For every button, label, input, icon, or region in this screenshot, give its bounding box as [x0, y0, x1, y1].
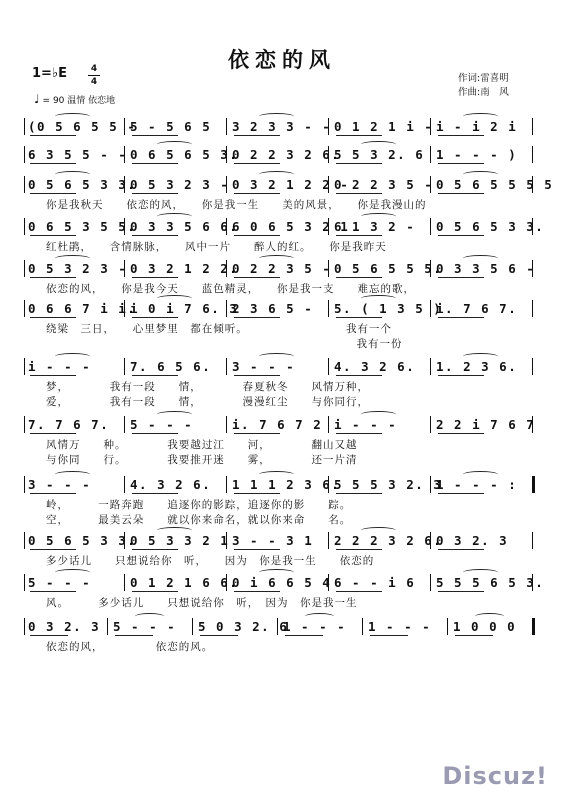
notation-row	[24, 416, 534, 434]
measure: 0 5 6 5 3 3.	[28, 177, 137, 192]
lyric-line: 与你同 行。 我要推开迷 雾， 还一片清	[46, 454, 358, 466]
beam-underline	[234, 375, 280, 376]
measure: 0 2 2 3 5 -	[232, 261, 332, 276]
measure: 0 6 5 6 5 3.	[130, 147, 239, 162]
measure: 5 5 5 3 2. 3	[334, 477, 443, 492]
barline	[226, 260, 227, 277]
measure: 1 - - - :	[436, 477, 518, 492]
notation-row	[24, 532, 534, 550]
barline	[447, 618, 448, 635]
measure: 1. 2 3 6.	[436, 359, 518, 374]
measure: 1 1 1 2 3 6.	[232, 477, 341, 492]
measure: 0 5 3 3 2 1	[130, 533, 230, 548]
song-title: 依恋的风	[228, 47, 336, 72]
tempo-marking	[34, 92, 115, 106]
measure: 5. ( 1 3 5 )	[334, 301, 443, 316]
quarter-note-icon: ♩	[34, 92, 40, 106]
time-signature-top: 4	[90, 64, 98, 74]
lyricist-credit: 作词:雷喜明	[458, 73, 509, 84]
time-signature	[88, 64, 100, 87]
beam-underline	[30, 635, 68, 636]
composer-credit: 作曲:南 风	[458, 87, 509, 98]
measure: 6 - - i 6	[334, 575, 416, 590]
barline	[430, 118, 431, 135]
barline	[328, 476, 329, 493]
measure: 2 3 6 5 -	[232, 301, 314, 316]
slur-arc	[361, 411, 397, 418]
measure: 3 2 3 3 - -	[232, 119, 332, 134]
barline	[124, 300, 125, 317]
beam-underline	[132, 493, 178, 494]
notation-row	[24, 476, 534, 494]
notation-row	[24, 218, 545, 236]
beam-underline	[234, 135, 280, 136]
beam-underline	[30, 317, 76, 318]
measure: 0 i 6 6 5 4	[232, 575, 332, 590]
slur-arc	[259, 471, 295, 478]
slur-arc	[135, 613, 165, 620]
measure: 1 - - - )	[436, 147, 518, 162]
beam-underline	[438, 317, 484, 318]
measure: 5 - - -	[113, 619, 177, 634]
measure: i - - -	[334, 417, 398, 432]
lyric-line: 爱， 我有一段 情， 漫漫红尘 与你同行，	[46, 396, 369, 408]
lyric-line: 绕梁 三日， 心里梦里 都在倾听。 我有一个	[46, 323, 392, 335]
measure: i - - -	[28, 359, 92, 374]
measure: 5 0 3 2. 6	[198, 619, 289, 634]
beam-underline	[30, 193, 76, 194]
lyric-line: 风。 多少话儿 只想说给你 听， 因为 你是我一生	[46, 597, 358, 609]
lyric-line: 红杜鹃， 含情脉脉， 风中一片 醉人的红。 你是我昨天	[46, 241, 387, 253]
beam-underline	[336, 493, 382, 494]
barline	[532, 176, 533, 193]
measure: 5 - - -	[28, 575, 92, 590]
beam-underline	[285, 635, 323, 636]
beam-underline	[132, 235, 178, 236]
measure: 1 0 0 0	[453, 619, 517, 634]
beam-underline	[438, 549, 484, 550]
beam-underline	[336, 549, 382, 550]
beam-underline	[234, 549, 280, 550]
notation-row	[24, 176, 554, 194]
notation-row	[24, 118, 534, 136]
measure: i. 7 6 7.	[436, 301, 518, 316]
measure: 0 3 2. 3	[436, 533, 509, 548]
beam-underline	[30, 163, 76, 164]
slur-arc	[259, 171, 295, 178]
slur-arc	[55, 113, 91, 120]
beam-underline	[30, 433, 76, 434]
beam-underline	[336, 317, 382, 318]
barline	[192, 618, 193, 635]
barline	[430, 574, 431, 591]
notation-row	[24, 574, 545, 592]
slur-arc	[55, 255, 91, 262]
beam-underline	[30, 493, 76, 494]
barline	[328, 300, 329, 317]
beam-underline	[30, 375, 76, 376]
barline	[226, 574, 227, 591]
slur-arc	[361, 141, 397, 148]
measure: 0 3 3 5 6 -	[436, 261, 536, 276]
barline	[226, 146, 227, 163]
beam-underline	[336, 163, 382, 164]
barline	[107, 618, 108, 635]
beam-underline	[336, 235, 382, 236]
notation-row	[24, 260, 534, 278]
beam-underline	[132, 375, 178, 376]
barline	[532, 260, 533, 277]
barline	[124, 146, 125, 163]
barline	[124, 416, 125, 433]
slur-arc	[157, 527, 193, 534]
barline	[124, 260, 125, 277]
lyric-line: 依恋的风， 你是我今天 蓝色精灵， 你是我一支 难忘的歌，	[46, 283, 415, 295]
measure: 7. 7 6 7.	[28, 417, 110, 432]
slur-arc	[55, 171, 91, 178]
barline	[226, 476, 227, 493]
measure: 0 5 6 5 3 3.	[436, 219, 545, 234]
measure: 0 3 3 5 6 6.	[130, 219, 239, 234]
beam-underline	[132, 277, 178, 278]
beam-underline	[336, 433, 382, 434]
barline	[124, 532, 125, 549]
slur-arc	[361, 295, 397, 302]
slur-arc	[463, 113, 499, 120]
beam-underline	[455, 635, 493, 636]
slur-arc	[463, 353, 499, 360]
time-signature-bar	[88, 75, 100, 76]
notation-row	[24, 358, 534, 376]
slur-arc	[475, 613, 505, 620]
barline	[124, 476, 125, 493]
beam-underline	[132, 193, 178, 194]
barline	[328, 146, 329, 163]
key-signature: 1=♭E	[32, 66, 67, 81]
barline	[328, 358, 329, 375]
barline	[124, 176, 125, 193]
beam-underline	[234, 591, 280, 592]
barline	[532, 118, 533, 135]
slur-arc	[157, 141, 193, 148]
measure: 2 2 2 3 2 6.	[334, 533, 443, 548]
measure: 1 - - -	[283, 619, 347, 634]
measure: 5 5 3 2. 6	[334, 147, 425, 162]
beam-underline	[438, 163, 484, 164]
slur-arc	[259, 113, 295, 120]
barline	[328, 218, 329, 235]
lyric-line: 梦， 我有一段 情， 春夏秋冬 风情万种，	[46, 381, 369, 393]
measure: 0 3 2 1 2 2 -	[232, 177, 350, 192]
beam-underline	[336, 277, 382, 278]
slur-arc	[259, 353, 295, 360]
beam-underline	[30, 135, 76, 136]
beam-underline	[234, 277, 280, 278]
barline	[362, 618, 363, 635]
measure: 5 - - -	[130, 417, 194, 432]
beam-underline	[115, 635, 153, 636]
barline	[277, 618, 278, 635]
slur-arc	[361, 527, 397, 534]
measure: 3 - - 3 1	[232, 533, 314, 548]
time-signature-bottom: 4	[90, 77, 98, 87]
beam-underline	[438, 433, 484, 434]
slur-arc	[55, 471, 91, 478]
barline	[226, 118, 227, 135]
measure: 0 3 2 1 2 2.	[130, 261, 239, 276]
measure: 0 6 5 3 5 5.	[28, 219, 137, 234]
beam-underline	[438, 591, 484, 592]
barline	[328, 118, 329, 135]
beam-underline	[438, 193, 484, 194]
beam-underline	[30, 277, 76, 278]
barline	[532, 300, 533, 317]
measure: 1 - - -	[368, 619, 432, 634]
beam-underline	[234, 433, 280, 434]
slur-arc	[463, 171, 499, 178]
barline	[328, 532, 329, 549]
measure: 0 5 6 5 5 5.	[334, 261, 443, 276]
repeat-barline	[532, 476, 535, 493]
beam-underline	[370, 635, 408, 636]
measure: 4. 3 2 6.	[334, 359, 416, 374]
slur-arc	[259, 255, 295, 262]
barline	[430, 416, 431, 433]
measure: 6 0 6 5 3 2 1	[232, 219, 350, 234]
slur-arc	[305, 613, 335, 620]
measure: 0 5 6 5 5 5 5	[436, 177, 554, 192]
measure: 7. 6 5 6.	[130, 359, 212, 374]
beam-underline	[30, 549, 76, 550]
beam-underline	[234, 235, 280, 236]
beam-underline	[438, 135, 484, 136]
lyric-line: 你是我秋天 依恋的风， 你是我一生 美的风景， 你是我漫山的	[46, 199, 427, 211]
measure: 6 3 5 5 - -	[28, 147, 128, 162]
beam-underline	[132, 317, 178, 318]
measure: 0 5 3 2 3 -	[130, 177, 230, 192]
barline	[124, 118, 125, 135]
notation-row	[24, 618, 534, 636]
measure: 0 1 2 1 i -	[334, 119, 434, 134]
lyric-line: 风情万 种。 我要越过江 河， 翻山又越	[46, 439, 358, 451]
slur-arc	[55, 569, 91, 576]
slur-arc	[463, 569, 499, 576]
barline	[430, 476, 431, 493]
lyric-line: 岭， 一路奔跑 追逐你的影踪，追逐你的影 踪。	[46, 499, 352, 511]
barline	[532, 532, 533, 549]
slur-arc	[55, 353, 91, 360]
barline	[226, 532, 227, 549]
measure: 3 - - -	[28, 477, 92, 492]
measure: 3 - - -	[232, 359, 296, 374]
beam-underline	[234, 193, 280, 194]
barline	[430, 532, 431, 549]
measure: 5 5 5 6 5 3.	[436, 575, 545, 590]
beam-underline	[336, 375, 382, 376]
slur-arc	[463, 255, 499, 262]
barline	[328, 574, 329, 591]
barline	[226, 416, 227, 433]
lyric-line: 依恋的风， 依恋的风。	[46, 641, 214, 653]
measure: 0 6 6 7 i i.	[28, 301, 137, 316]
slur-arc	[463, 471, 499, 478]
beam-underline	[438, 375, 484, 376]
beam-underline	[132, 433, 178, 434]
measure: 0 5 3 2 3 -	[28, 261, 128, 276]
measure: 0 5 6 5 3 3.	[28, 533, 137, 548]
lyric-line: 我有一份	[46, 338, 403, 350]
beam-underline	[438, 493, 484, 494]
measure: i 0 i 7 6. 3	[130, 301, 239, 316]
measure: 6 1 3 2 -	[334, 219, 416, 234]
barline	[430, 176, 431, 193]
barline	[430, 218, 431, 235]
beam-underline	[438, 277, 484, 278]
beam-underline	[234, 493, 280, 494]
barline	[328, 416, 329, 433]
beam-underline	[132, 591, 178, 592]
barline	[430, 300, 431, 317]
slur-arc	[259, 569, 295, 576]
barline	[124, 358, 125, 375]
beam-underline	[438, 235, 484, 236]
slur-arc	[361, 213, 397, 220]
barline	[328, 260, 329, 277]
barline	[532, 574, 533, 591]
measure: 0 2 2 3 5 -	[334, 177, 434, 192]
beam-underline	[234, 163, 280, 164]
barline	[430, 260, 431, 277]
beam-underline	[132, 163, 178, 164]
measure: 0 1 2 1 6 6.	[130, 575, 239, 590]
notation-row	[24, 300, 534, 318]
barline	[532, 416, 533, 433]
lyric-line: 多少话儿 只想说给你 听， 因为 你是我一生 依恋的	[46, 555, 375, 567]
beam-underline	[30, 591, 76, 592]
barline	[124, 218, 125, 235]
beam-underline	[234, 317, 280, 318]
barline	[328, 176, 329, 193]
measure: (0 5 6 5 5 -	[28, 119, 137, 134]
slur-arc	[157, 295, 193, 302]
measure: i. 7 6 7 2	[232, 417, 323, 432]
barline	[226, 176, 227, 193]
notation-row	[24, 146, 534, 164]
slur-arc	[157, 213, 193, 220]
beam-underline	[336, 135, 382, 136]
measure: 0 2 2 3 2 6.	[232, 147, 341, 162]
tempo-text: = 90 温情 依恋地	[42, 96, 116, 106]
measure: 0 3 2. 3	[28, 619, 101, 634]
final-barline	[532, 618, 535, 635]
lyric-line: 空， 最美云朵 就以你来命名，就以你来命 名。	[46, 514, 352, 526]
discuz-watermark: Discuz!	[442, 762, 548, 790]
barline	[226, 358, 227, 375]
beam-underline	[132, 135, 178, 136]
barline	[532, 358, 533, 375]
barline	[430, 358, 431, 375]
measure: 4. 3 2 6.	[130, 477, 212, 492]
beam-underline	[336, 193, 382, 194]
barline	[430, 146, 431, 163]
measure: 2 2 i 7 6 7	[436, 417, 536, 432]
barline	[124, 574, 125, 591]
measure: i - i 2 i	[436, 119, 518, 134]
beam-underline	[336, 591, 382, 592]
slur-arc	[157, 411, 193, 418]
barline	[532, 146, 533, 163]
measure: 5 - 5 6 5	[130, 119, 212, 134]
barline	[226, 300, 227, 317]
beam-underline	[30, 235, 76, 236]
barline	[532, 218, 533, 235]
barline	[226, 218, 227, 235]
beam-underline	[132, 549, 178, 550]
beam-underline	[200, 635, 238, 636]
